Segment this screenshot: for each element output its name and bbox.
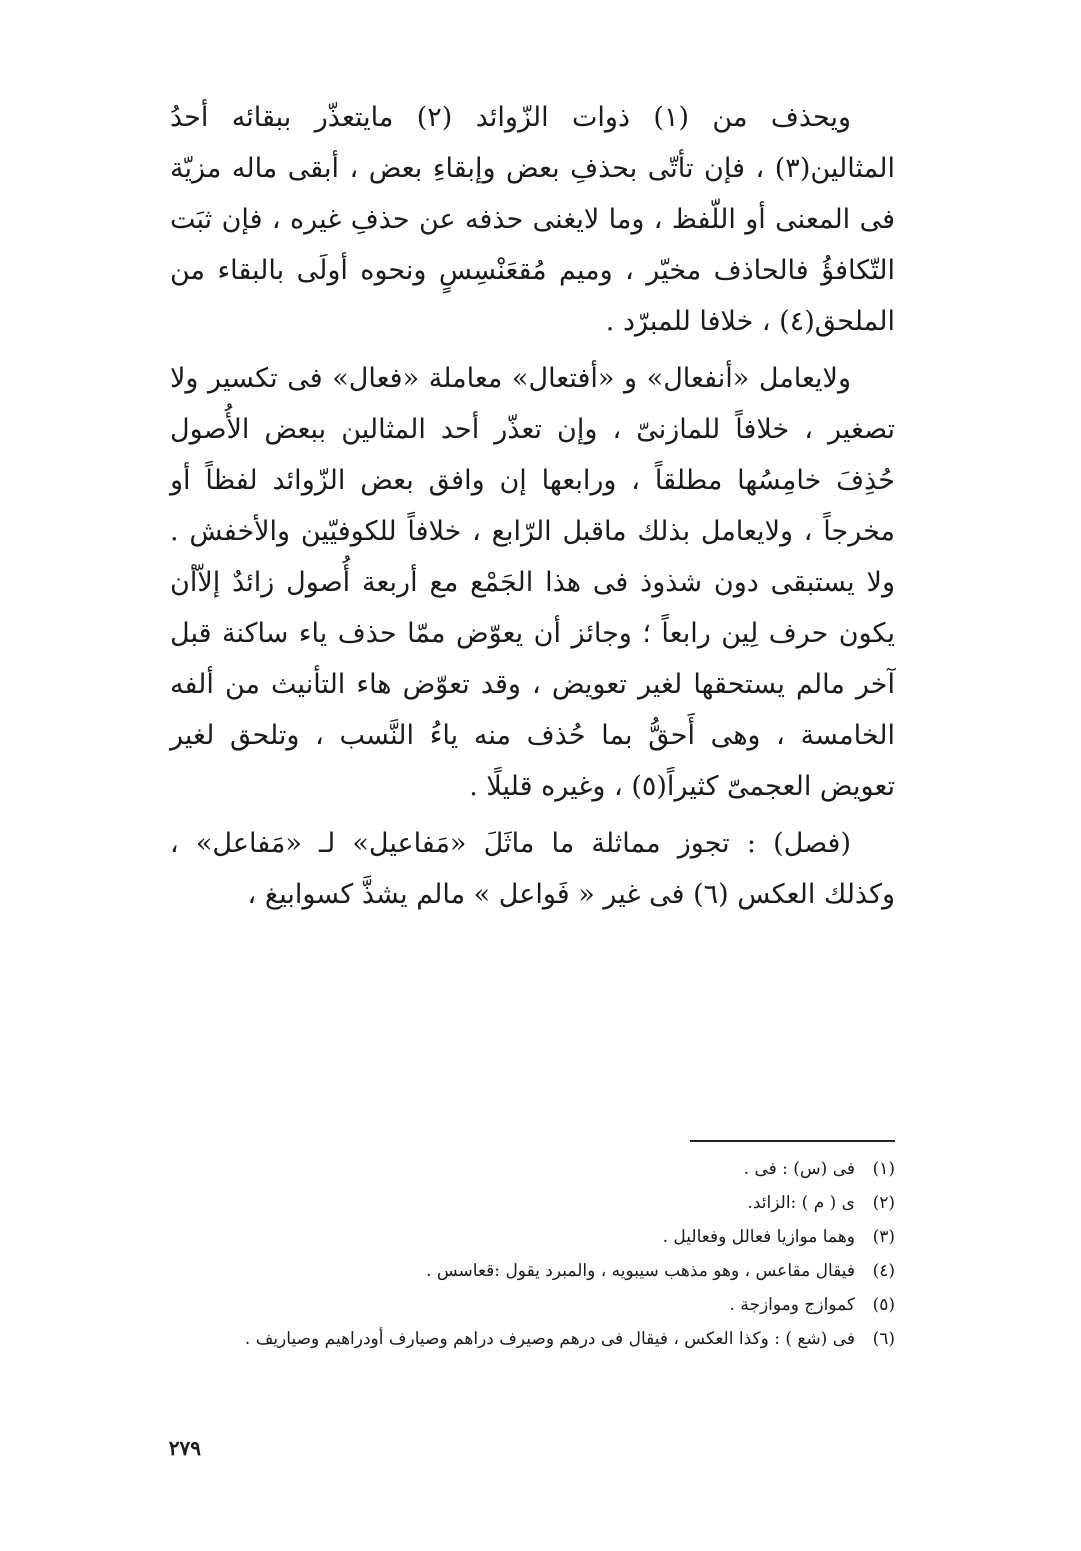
footnote-item <box>170 1186 895 1220</box>
footnote-text: فى (شع ) : وكذا العكس ، فيقال فى درهم وصيرف دراهم وصيارف أودراهيم وصياريف . <box>244 1329 855 1349</box>
footnote-item <box>170 1254 895 1288</box>
footnote-item <box>170 1152 895 1186</box>
footnote-text: فى (س) : فى . <box>743 1159 855 1179</box>
footnote-number: (٢) <box>872 1193 895 1213</box>
footnote-separator <box>690 1140 895 1142</box>
footnote-number: (٤) <box>872 1261 895 1281</box>
footnote-number: (٦) <box>872 1329 895 1349</box>
footnote-number: (٣) <box>872 1227 895 1247</box>
main-text <box>170 92 895 926</box>
footnote-item <box>170 1322 895 1356</box>
footnote-text: فيقال مقاعس ، وهو مذهب سيبويه ، والمبرد يقول :قعاسس . <box>426 1261 855 1281</box>
page-number: ٢٧٩ <box>168 1436 201 1460</box>
paragraph-2: ولايعامل «أنفعال» و «أفتعال» معاملة «فعال» فى تكسير ولا تصغير ، خلافاً للمازنىّ ، وإن تعذّر أحد المثالين ببعض الأُصول حُذِفَ خامِسُها مطلقاً ، ورابعها إن وافق بعض الزّوائد لفظاً أو مخرجاً ، ولايعامل بذلك ماقبل الرّابع ، خلافاً للكوفيّين والأخفش . ولا يستبقى دون شذوذ فى هذا الجَمْع مع أربعة أُصول زائدٌ إلاّأن يكون حرف لِين رابعاً ؛ وجائز أن يعوّض ممّا حذف ياء ساكنة قبل آخر مالم يستحقها لغير تعويض ، وقد تعوّض هاء التأنيث من ألفه الخامسة ، وهى أَحقُّ بما حُذف منه ياءُ النَّسب ، وتلحق لغير تعويض العجمىّ كثيراً(٥) ، وغيره قليلًا . <box>170 363 895 802</box>
footnote-item <box>170 1220 895 1254</box>
footnote-text: وهما موازيا فعالل وفعاليل . <box>662 1227 855 1247</box>
footnote-number: (٥) <box>872 1295 895 1315</box>
paragraph-3: (فصل) : تجوز مماثلة ما ماثَلَ «مَفاعيل» لـ «مَفاعل» ، وكذلك العكس (٦) فى غير « فَواعل » مالم يشذَّ كسوابيغ ، <box>170 828 895 910</box>
footnote-text: ى ( م ) :الزائد. <box>747 1193 855 1213</box>
paragraph-1: ويحذف من (١) ذوات الزّوائد (٢) مايتعذّر ببقائه أحدُ المثالين(٣) ، فإن تأتّى بحذفِ بعض وإبقاءِ بعض ، أبقى ماله مزيّة فى المعنى أو اللّفظ ، وما لايغنى حذفه عن حذفِ غيره ، فإن ثبَت التّكافؤُ فالحاذف مخيّر ، وميم مُقعَنْسِسٍ ونحوه أولَى بالبقاء من الملحق(٤) ، خلافا للمبرّد . <box>170 102 895 337</box>
footnote-item <box>170 1288 895 1322</box>
footnote-number: (١) <box>872 1159 895 1179</box>
footnotes <box>170 1152 895 1356</box>
footnote-text: كموازج وموازجة . <box>729 1295 855 1315</box>
